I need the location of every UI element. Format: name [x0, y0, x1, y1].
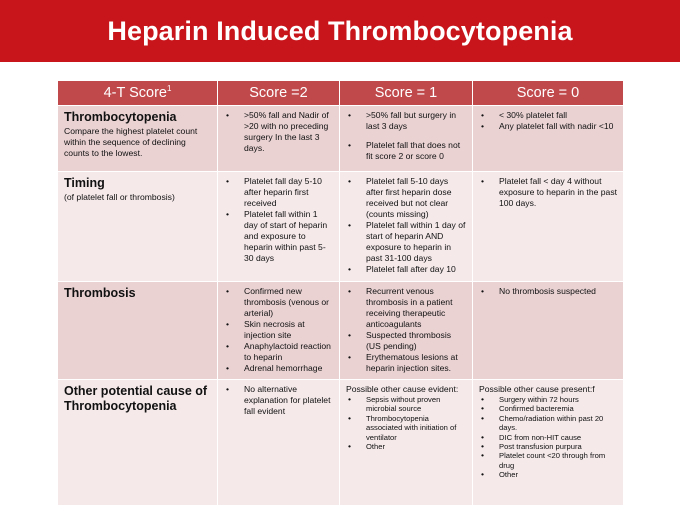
score-1-cell [340, 106, 473, 172]
criterion-title: Thrombosis [64, 286, 136, 300]
header-score-1: Score = 1 [340, 81, 473, 106]
list-item: • Skin necrosis at injection site [224, 319, 333, 341]
criterion-description: (of platelet fall or thrombosis) [64, 192, 175, 202]
header-score-2: Score =2 [218, 81, 340, 106]
cell-lead-text: Possible other cause evident: [346, 384, 459, 394]
criterion-title: Thrombocytopenia [64, 110, 177, 124]
list-item: • Surgery within 72 hours [479, 395, 617, 404]
table-row-thrombosis [58, 282, 624, 380]
list-item: • No alternative explanation for platelet fall evident [224, 384, 333, 417]
cell-lead-text: Possible other cause present:f [479, 384, 595, 394]
list-item: • Confirmed bacteremia [479, 404, 617, 413]
list-item: • Sepsis without proven microbial source [346, 395, 466, 414]
list-item: • Platelet fall < day 4 without exposure to heparin in the past 100 days. [479, 176, 617, 209]
footnote-marker: 1 [166, 84, 172, 94]
criterion-title: Timing [64, 176, 105, 190]
score-0-cell [473, 282, 624, 380]
list-item: • Platelet fall within 1 day of start of heparin and exposure to heparin within past 5-30 days [224, 209, 333, 264]
table-row-timing [58, 172, 624, 282]
page-title: Heparin Induced Thrombocytopenia [107, 16, 573, 46]
score-2-cell [218, 380, 340, 506]
list-item: • Anaphylactoid reaction to heparin [224, 341, 333, 363]
list-item: • Adrenal hemorrhage [224, 363, 333, 374]
table-row-other-cause [58, 380, 624, 506]
criterion-description: Compare the highest platelet count within the sequence of declining counts to the lowest. [64, 126, 198, 158]
list-item: • Other [479, 470, 617, 479]
list-item: • Platelet fall 5-10 days after first heparin dose received but not clear (counts missing) [346, 176, 466, 220]
list-item: • Suspected thrombosis (US pending) [346, 330, 466, 352]
list-item: • Platelet fall within 1 day of start of heparin AND exposure to heparin in past 31-100 days [346, 220, 466, 264]
criterion-cell [58, 106, 218, 172]
list-item: • No thrombosis suspected [479, 286, 617, 297]
list-item: • DIC from non-HIT cause [479, 433, 617, 442]
table-row-thrombocytopenia [58, 106, 624, 172]
table-header-row [58, 81, 624, 106]
list-item: • Chemo/radiation within past 20 days. [479, 414, 617, 433]
list-item: • Post transfusion purpura [479, 442, 617, 451]
four-t-score-table [57, 80, 624, 506]
score-1-cell [340, 282, 473, 380]
criterion-title: Other potential cause of Thrombocytopenia [64, 384, 208, 413]
score-0-cell [473, 106, 624, 172]
list-item: • Platelet fall day 5-10 after heparin first received [224, 176, 333, 209]
list-item: • Other [346, 442, 466, 451]
criterion-cell [58, 172, 218, 282]
score-2-cell [218, 282, 340, 380]
list-item: • >50% fall but surgery in last 3 days [346, 110, 466, 132]
list-item: • Platelet fall that does not fit score 2 or score 0 [346, 140, 466, 162]
score-2-cell [218, 172, 340, 282]
score-2-cell [218, 106, 340, 172]
criterion-cell [58, 282, 218, 380]
list-item: • >50% fall and Nadir of >20 with no preceding surgery In the last 3 days. [224, 110, 333, 154]
list-item: • Thrombocytopenia associated with initiation of ventilator [346, 414, 466, 442]
criterion-cell [58, 380, 218, 506]
score-1-cell [340, 172, 473, 282]
score-0-cell [473, 172, 624, 282]
list-item: • < 30% platelet fall [479, 110, 617, 121]
list-item: • Recurrent venous thrombosis in a patient receiving therapeutic anticoagulants [346, 286, 466, 330]
header-criteria: 4-T Score$^1$ [58, 81, 218, 106]
list-item: • Platelet count <20 through from drug [479, 451, 617, 470]
score-0-cell [473, 380, 624, 506]
list-item: • Platelet fall after day 10 [346, 264, 466, 275]
title-banner [0, 0, 680, 62]
header-score-0: Score = 0 [473, 81, 624, 106]
score-1-cell [340, 380, 473, 506]
list-item: • Confirmed new thrombosis (venous or arterial) [224, 286, 333, 319]
list-item: • Erythematous lesions at heparin injection sites. [346, 352, 466, 374]
list-item: • Any platelet fall with nadir <10 [479, 121, 617, 132]
